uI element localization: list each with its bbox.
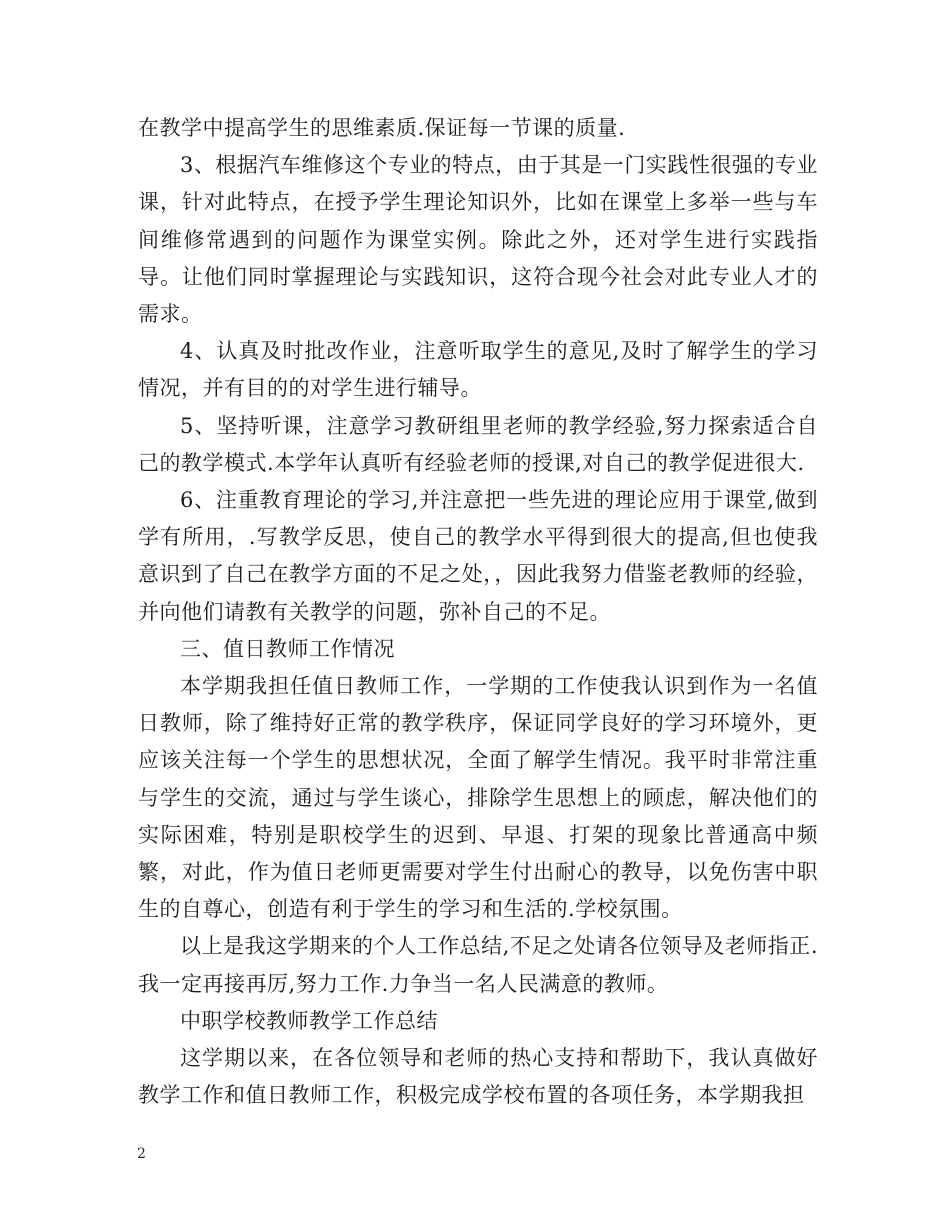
paragraph-item-5: 5、坚持听课，注意学习教研组里老师的教学经验,努力探索适合自己的教学模式.本学年认真听有经验老师的授课,对自己的教学促进很大. [138, 413, 818, 475]
paragraph-duty-teacher: 本学期我担任值日教师工作，一学期的工作使我认识到作为一名值日教师，除了维持好正常的教学秩序，保证同学良好的学习环境外，更应该关注每一个学生的思想状况，全面了解学生情况。我平时非常注重与学生的交流，通过与学生谈心，排除学生思想上的顾虑，解决他们的实际困难，特别是职校学生的迟到、早退、打架的现象比普通高中频繁，对此，作为值日老师更需要对学生付出耐心的教导，以免伤害中职生的自尊心，创造有利于学生的学习和生活的.学校氛围。 [138, 674, 818, 922]
page-number: 2 [137, 1146, 146, 1162]
section-heading-duty-teacher: 三、值日教师工作情况 [180, 636, 395, 661]
paragraph-summary-closing: 以上是我这学期来的个人工作总结,不足之处请各位领导及老师指正.我一定再接再厉,努力工作.力争当一名人民满意的教师。 [138, 934, 818, 996]
paragraph-intro: 这学期以来，在各位领导和老师的热心支持和帮助下，我认真做好教学工作和值日教师工作，积极完成学校布置的各项任务，本学期我担 [138, 1046, 818, 1108]
paragraph-item-6: 6、注重教育理论的学习,并注意把一些先进的理论应用于课堂,做到学有所用，.写教学反思，使自己的教学水平得到很大的提高,但也使我意识到了自己在教学方面的不足之处，，因此我努力借鉴老教师的经验，并向他们请教有关教学的问题，弥补自己的不足。 [138, 488, 818, 624]
document-body [138, 110, 818, 1114]
section-title-summary: 中职学校教师教学工作总结 [180, 1008, 438, 1033]
paragraph-item-3: 3、根据汽车维修这个专业的特点，由于其是一门实践性很强的专业课，针对此特点，在授予学生理论知识外，比如在课堂上多举一些与车间维修常遇到的问题作为课堂实例。除此之外，还对学生进行实践指导。让他们同时掌握理论与实践知识，这符合现今社会对此专业人才的需求。 [138, 153, 818, 327]
paragraph-item-4: 4、认真及时批改作业，注意听取学生的意见,及时了解学生的学习情况，并有目的的对学生进行辅导。 [138, 339, 818, 401]
paragraph-continuation: 在教学中提高学生的思维素质.保证每一节课的质量. [138, 116, 626, 140]
